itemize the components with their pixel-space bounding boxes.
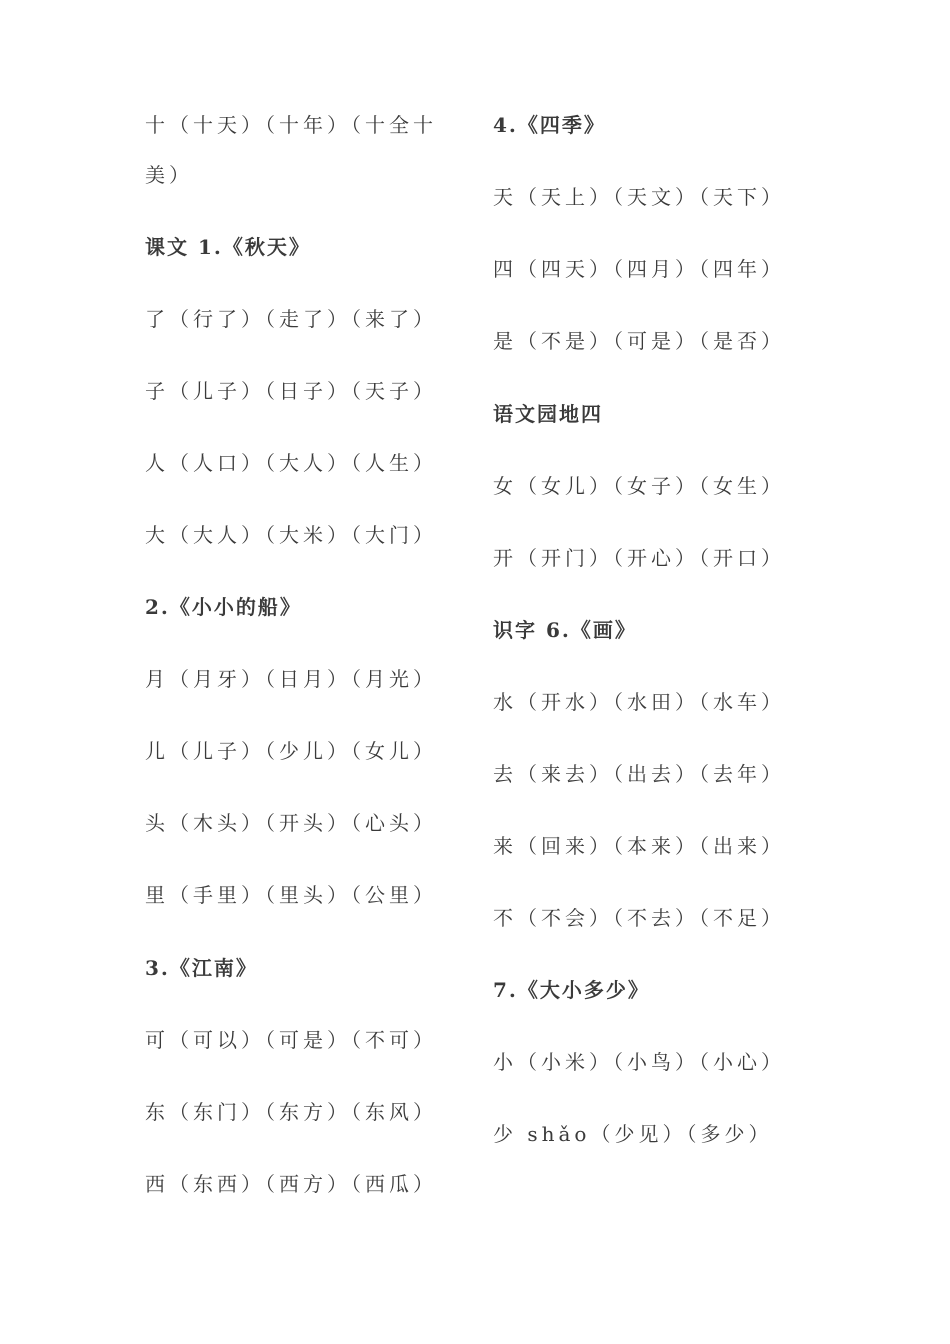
lesson-heading-small-boat: 2.《小小的船》 xyxy=(145,595,302,619)
lesson-heading-autumn: 课文 1.《秋天》 xyxy=(145,235,311,259)
lesson-heading-jiangnan: 3.《江南》 xyxy=(145,956,258,980)
word-entry-shi-is: 是（不是）（可是）（是否） xyxy=(493,329,785,353)
lesson-heading-painting: 识字 6.《画》 xyxy=(493,618,637,642)
word-entry-zi: 子（儿子）（日子）（天子） xyxy=(145,379,437,403)
word-entry-yue: 月（月牙）（日月）（月光） xyxy=(145,667,437,691)
word-entry-shao: 少 shǎo（少见）（多少） xyxy=(493,1122,773,1146)
word-entry-tian: 天（天上）（天文）（天下） xyxy=(493,185,785,209)
word-entry-tou: 头（木头）（开头）（心头） xyxy=(145,811,437,835)
word-entry-li: 里（手里）（里头）（公里） xyxy=(145,883,437,907)
word-entry-si: 四（四天）（四月）（四年） xyxy=(493,257,785,281)
word-entry-ke: 可（可以）（可是）（不可） xyxy=(145,1028,437,1052)
word-entry-dong: 东（东门）（东方）（东风） xyxy=(145,1100,437,1124)
word-entry-continuation: 美） xyxy=(145,163,193,187)
lesson-heading-language-garden: 语文园地四 xyxy=(493,402,603,426)
word-entry-qu: 去（来去）（出去）（去年） xyxy=(493,762,785,786)
word-entry-lai: 来（回来）（本来）（出来） xyxy=(493,834,785,858)
lesson-heading-four-seasons: 4.《四季》 xyxy=(493,113,606,137)
word-entry-nv: 女（女儿）（女子）（女生） xyxy=(493,474,785,498)
word-entry-er: 儿（儿子）（少儿）（女儿） xyxy=(145,739,437,763)
lesson-heading-big-small: 7.《大小多少》 xyxy=(493,978,650,1002)
word-entry-shi: 十（十天）（十年）（十全十 xyxy=(145,113,437,137)
word-entry-xiao: 小（小米）（小鸟）（小心） xyxy=(493,1050,785,1074)
word-entry-kai: 开（开门）（开心）（开口） xyxy=(493,546,785,570)
word-entry-bu: 不（不会）（不去）（不足） xyxy=(493,906,785,930)
word-entry-da: 大（大人）（大米）（大门） xyxy=(145,523,437,547)
word-entry-ren: 人（人口）（大人）（人生） xyxy=(145,451,437,475)
word-entry-le: 了（行了）（走了）（来了） xyxy=(145,307,437,331)
word-entry-shui: 水（开水）（水田）（水车） xyxy=(493,690,785,714)
word-entry-xi: 西（东西）（西方）（西瓜） xyxy=(145,1172,437,1196)
